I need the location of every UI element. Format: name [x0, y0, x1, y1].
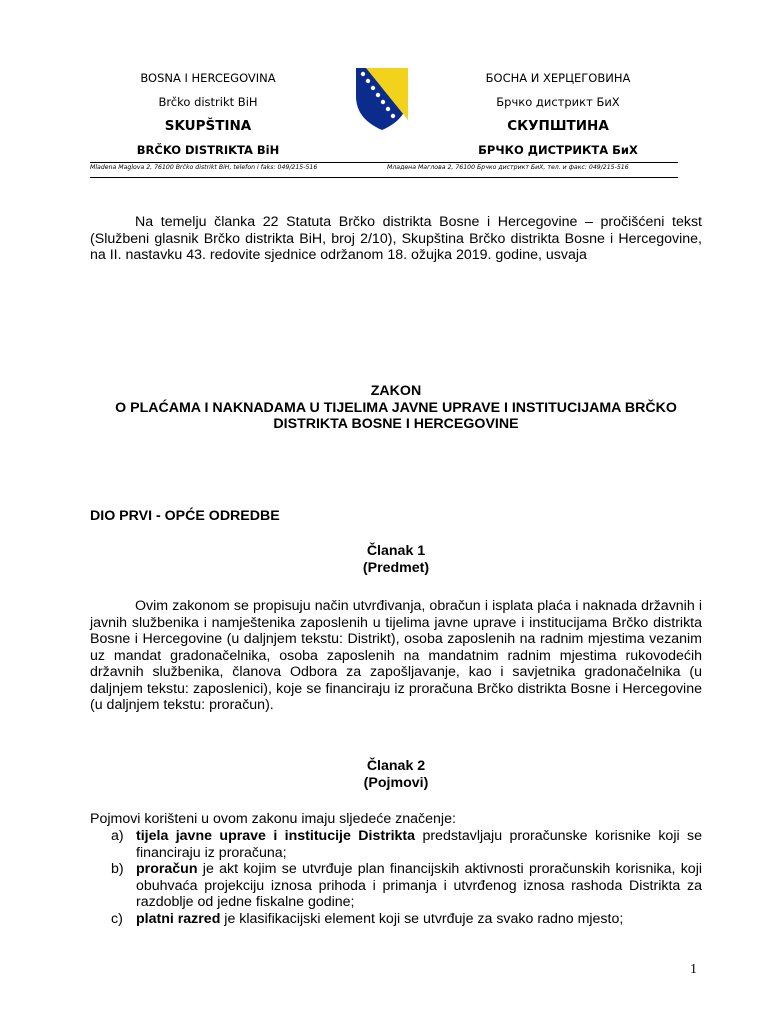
assembly-sub-cyrillic: БРЧКО ДИСТРИКТА БиХ [478, 143, 638, 157]
letterhead [90, 60, 678, 178]
part-heading: DIO PRVI - OPĆE ODREDBE [90, 508, 280, 524]
list-item [90, 911, 702, 928]
assembly-sub-latin: BRČKO DISTRIKTA BiH [136, 143, 280, 157]
law-title [90, 383, 702, 433]
list-item [90, 861, 702, 911]
page-number: 1 [690, 962, 697, 977]
article-2-intro: Pojmovi korišteni u ovom zakonu imaju sljedeće značenje: [90, 811, 456, 827]
defined-term: proračun [136, 861, 198, 877]
article-1-number: Članak 1 [366, 543, 426, 559]
law-name: O PLAĆAMA I NAKNADAMA U TIJELIMA JAVNE UPRAVE I INSTITUCIJAMA BRČKO DISTRIKTA BOSNE I HERCEGOVINE [115, 399, 677, 432]
letterhead-rule-top [90, 162, 678, 163]
article-2-subject: (Pojmovi) [363, 774, 429, 791]
bih-coat-of-arms-icon [354, 66, 410, 132]
list-marker: b) [111, 861, 124, 877]
address-latin: Mladena Maglova 2, 76100 Brčko distrikt BiH, telefon i faks: 049/215-516 [90, 164, 318, 171]
defined-term: tijela javne uprave i institucije Distrikta [136, 828, 416, 844]
definition-text: predstavljaju proračunske korisnike koji se financiraju iz proračuna; [136, 828, 702, 861]
article-2-heading [90, 758, 702, 791]
country-name-latin: BOSNA I HERCEGOVINA [140, 71, 276, 85]
article-1-subject: (Predmet) [362, 559, 430, 576]
article-1-text: Ovim zakonom se propisuju način utvrđivanja, obračun i isplata plaća i naknada državnih i javnih službenika i namještenika zaposlenih u tijelima javne uprave i institucijama Brčko distrikta Bosne i Hercegovine (u daljnjem tekstu: Distrikt), osoba zaposlenih na radnim mjestima vezanim uz mandat gradonačelnika, osoba zaposlenih na mandatnim radnim mjestima rukovodećih državnih službenika, članova Odbora za zapošljavanje, kao i savjetnika gradonačelnika (u daljnjem tekstu: zaposlenici), koje se financiraju iz proračuna Brčko distrikta Bosne i Hercegovine (u daljnjem tekstu: proračun). [90, 598, 702, 713]
article-2-number: Članak 2 [366, 758, 426, 774]
district-name-latin: Brčko distrikt BiH [158, 95, 258, 109]
law-kind: ZAKON [370, 383, 422, 399]
country-name-cyrillic: БОСНА И ХЕРЦЕГОВИНА [485, 71, 631, 85]
preamble-paragraph: Na temelju članka 22 Statuta Brčko distrikta Bosne i Hercegovine – pročišćeni tekst (Službeni glasnik Brčko distrikta BiH, broj 2/10), Skupština Brčko distrikta Bosne i Hercegovine, na II. nastavku 43. redovite sjednice održanom 18. ožujka 2019. godine, usvaja [90, 214, 702, 263]
district-name-cyrillic: Брчко дистрикт БиХ [496, 95, 620, 109]
list-item [90, 828, 702, 861]
letterhead-rule-bottom [90, 177, 678, 178]
defined-term: platni razred [136, 910, 221, 927]
definition-text: je klasifikacijski element koji se utvrđuje za svako radno mjesto; [220, 910, 624, 927]
article-1-heading [90, 543, 702, 576]
assembly-name-latin: SKUPŠTINA [164, 118, 252, 134]
definitions-list [90, 828, 702, 927]
letterhead-latin [92, 66, 324, 162]
list-marker: c) [111, 910, 123, 927]
list-marker: a) [111, 828, 124, 844]
letterhead-cyrillic [442, 66, 674, 162]
definition-text: je akt kojim se utvrđuje plan financijskih aktivnosti proračunskih korisnika, koji obuhvaća projekciju iznosa prihoda i primanja i utvrđenog iznosa rashoda Distrikta za razdoblje od jedne fiskalne godine; [136, 861, 702, 910]
address-cyrillic: Младена Маглова 2, 76100 Брчко дистрикт БиХ, тел. и факс: 049/215-516 [387, 164, 629, 171]
assembly-name-cyrillic: СКУПШТИНА [507, 118, 609, 134]
